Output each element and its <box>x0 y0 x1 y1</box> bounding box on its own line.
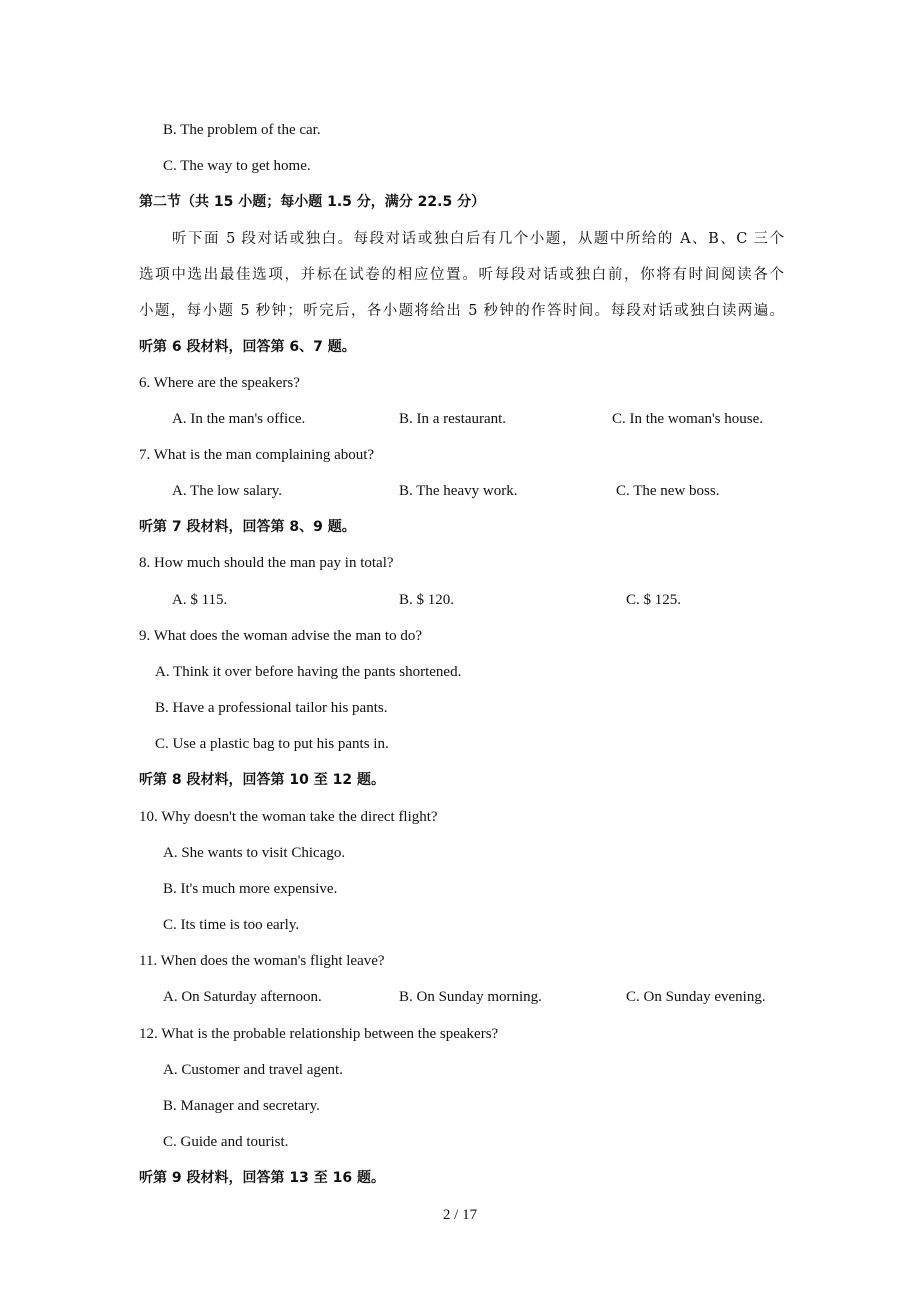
question-11: 11. When does the woman's flight leave? <box>139 953 385 969</box>
option-b: B. $ 120. <box>399 592 455 608</box>
group-heading: 听第 6 段材料，回答第 6、7 题。 <box>139 339 356 355</box>
option-a: A. $ 115. <box>172 592 228 608</box>
option-prev-c: C. The way to get home. <box>163 158 311 174</box>
option-b: B. Manager and secretary. <box>163 1098 320 1114</box>
group-heading: 听第 9 段材料，回答第 13 至 16 题。 <box>139 1170 385 1186</box>
instructions-line: 小题，每小题 5 秒钟；听完后，各小题将给出 5 秒钟的作答时间。每段对话或独白读两遍。 <box>139 303 784 319</box>
option-a: A. Customer and travel agent. <box>163 1062 343 1078</box>
option-a: A. The low salary. <box>172 483 282 499</box>
question-12: 12. What is the probable relationship between the speakers? <box>139 1026 499 1042</box>
option-c: C. $ 125. <box>626 592 682 608</box>
option-c: C. In the woman's house. <box>612 411 764 427</box>
question-10: 10. Why doesn't the woman take the direct flight? <box>139 809 438 825</box>
question-8: 8. How much should the man pay in total? <box>139 555 394 571</box>
option-a: A. She wants to visit Chicago. <box>163 845 346 861</box>
page-number: 2 / 17 <box>442 1207 478 1223</box>
option-b: B. Have a professional tailor his pants. <box>155 700 388 716</box>
option-b: B. On Sunday morning. <box>399 989 542 1005</box>
option-c: C. The new boss. <box>616 483 720 499</box>
option-b: B. The heavy work. <box>399 483 518 499</box>
option-c: C. Its time is too early. <box>163 917 300 933</box>
option-c: C. Guide and tourist. <box>163 1134 289 1150</box>
section-title: 第二节（共 15 小题；每小题 1.5 分，满分 22.5 分） <box>139 194 486 210</box>
option-a: A. Think it over before having the pants shortened. <box>155 664 462 680</box>
option-c: C. On Sunday evening. <box>626 989 766 1005</box>
question-9: 9. What does the woman advise the man to do? <box>139 628 422 644</box>
option-a: A. In the man's office. <box>172 411 306 427</box>
instructions-line: 听下面 5 段对话或独白。每段对话或独白后有几个小题，从题中所给的 A、B、C 三个 <box>172 231 784 247</box>
instructions-line: 选项中选出最佳选项，并标在试卷的相应位置。听每段对话或独白前，你将有时间阅读各个 <box>139 267 784 283</box>
option-a: A. On Saturday afternoon. <box>163 989 322 1005</box>
option-prev-b: B. The problem of the car. <box>163 122 321 138</box>
group-heading: 听第 7 段材料，回答第 8、9 题。 <box>139 519 356 535</box>
option-b: B. It's much more expensive. <box>163 881 338 897</box>
group-heading: 听第 8 段材料，回答第 10 至 12 题。 <box>139 772 385 788</box>
question-7: 7. What is the man complaining about? <box>139 447 375 463</box>
option-c: C. Use a plastic bag to put his pants in. <box>155 736 389 752</box>
option-b: B. In a restaurant. <box>399 411 507 427</box>
question-6: 6. Where are the speakers? <box>139 375 300 391</box>
